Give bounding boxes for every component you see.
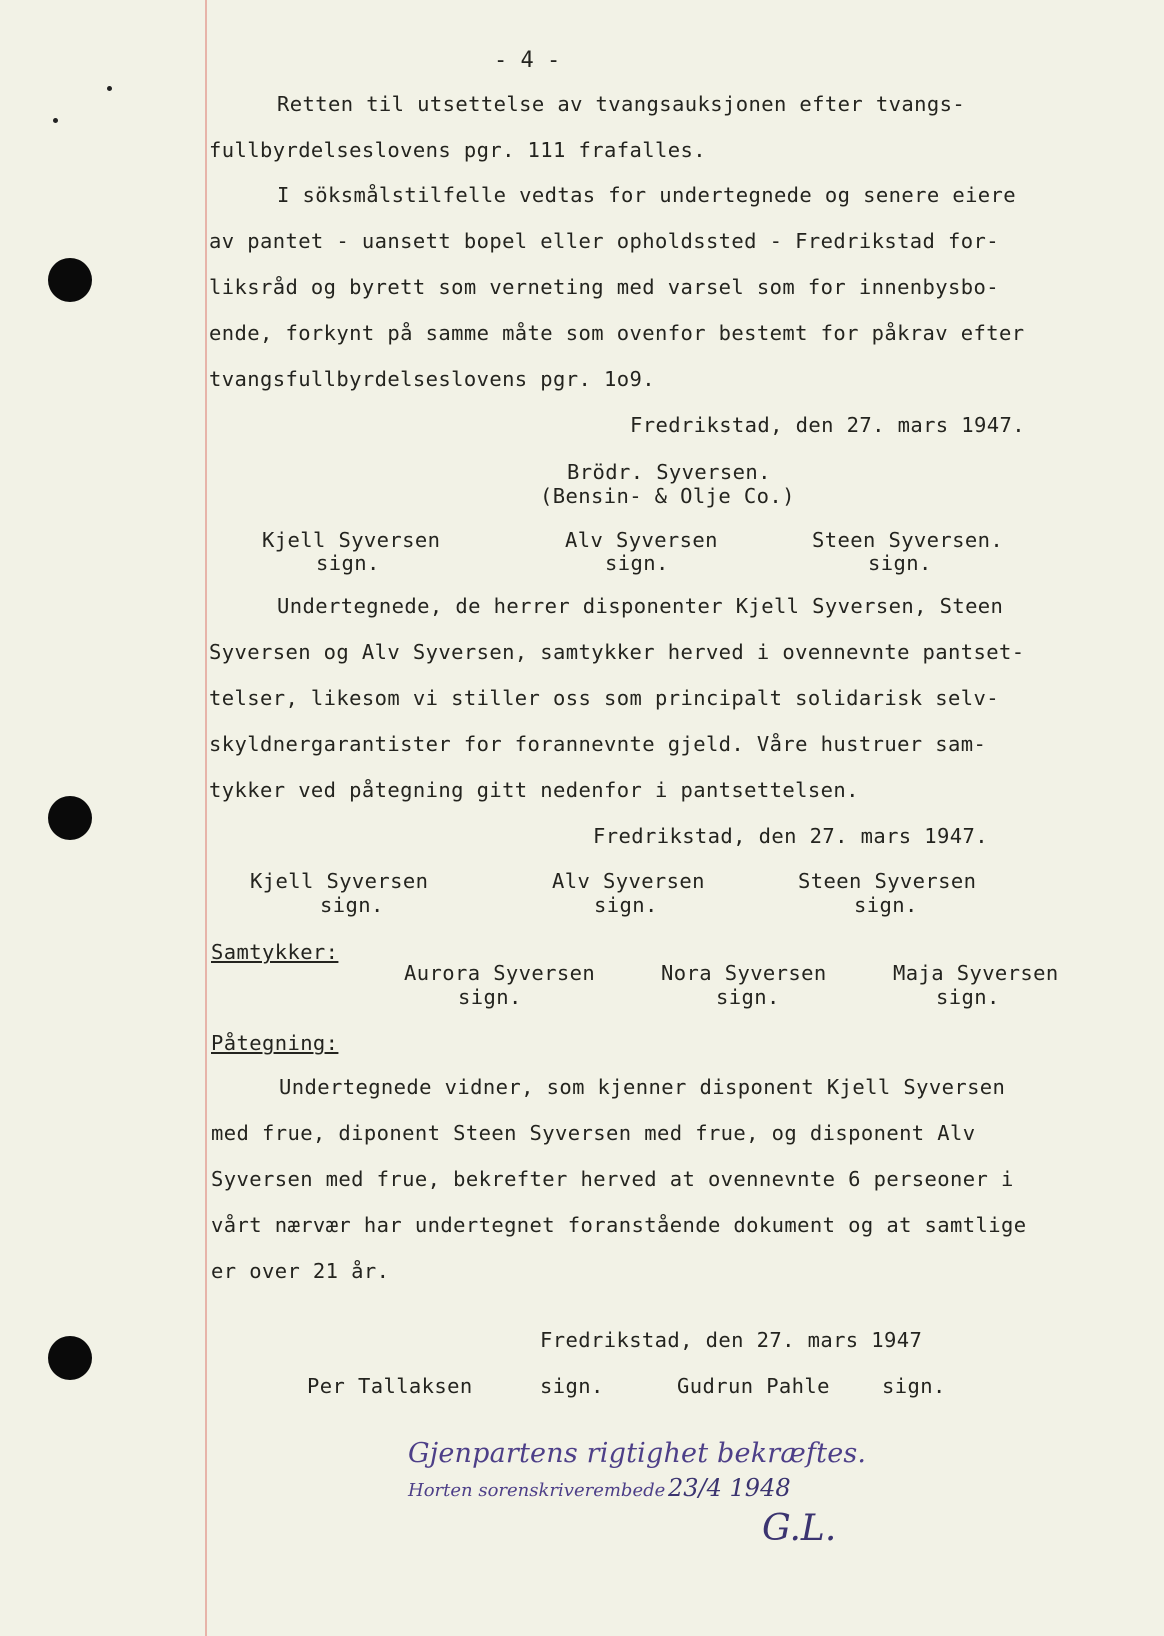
witness-mark: sign. bbox=[540, 1374, 604, 1398]
signature-mark: sign. bbox=[594, 893, 658, 917]
ink-dot bbox=[107, 86, 112, 91]
paragraph-4-line: Undertegnede vidner, som kjenner disponent Kjell Syversen bbox=[279, 1075, 1006, 1099]
signature-name: Kjell Syversen bbox=[250, 869, 429, 893]
signature-name: Alv Syversen bbox=[552, 869, 705, 893]
paragraph-2-line: I söksmålstilfelle vedtas for undertegnede og senere eiere bbox=[277, 183, 1017, 207]
company-subtitle: (Bensin- & Olje Co.) bbox=[540, 484, 795, 508]
signature-mark: sign. bbox=[320, 893, 384, 917]
punch-hole bbox=[48, 1336, 92, 1380]
company-name: Brödr. Syversen. bbox=[567, 460, 771, 484]
certification-stamp-office: Horten sorenskriverembede bbox=[408, 1480, 666, 1501]
paragraph-2-line: tvangsfullbyrdelseslovens pgr. 1o9. bbox=[209, 367, 655, 391]
signature-mark: sign. bbox=[458, 985, 522, 1009]
paragraph-2-line: ende, forkynt på samme måte som ovenfor bestemt for påkrav efter bbox=[209, 321, 1025, 345]
paragraph-3-line: skyldnergarantister for forannevnte gjeld. Våre hustruer sam- bbox=[209, 732, 987, 756]
endorsement-heading: Påtegning: bbox=[211, 1031, 339, 1055]
date-line: Fredrikstad, den 27. mars 1947. bbox=[630, 413, 1026, 437]
witness-name: Per Tallaksen bbox=[307, 1374, 473, 1398]
certification-stamp-line: Gjenpartens rigtighet bekræftes. bbox=[408, 1438, 867, 1469]
paragraph-3-line: tykker ved påtegning gitt nedenfor i pantsettelsen. bbox=[209, 778, 859, 802]
margin-line bbox=[205, 0, 207, 1636]
punch-hole bbox=[48, 796, 92, 840]
signature-mark: sign. bbox=[854, 893, 918, 917]
signature-name: Aurora Syversen bbox=[404, 961, 596, 985]
signature-name: Steen Syversen bbox=[798, 869, 977, 893]
paragraph-4-line: vårt nærvær har undertegnet foranstående dokument og at samtlige bbox=[211, 1213, 1027, 1237]
handwritten-date: 23/4 1948 bbox=[668, 1474, 791, 1502]
paragraph-4-line: Syversen med frue, bekrefter herved at ovennevnte 6 perseoner i bbox=[211, 1167, 1014, 1191]
witness-name: Gudrun Pahle bbox=[677, 1374, 830, 1398]
signature-mark: sign. bbox=[316, 551, 380, 575]
signature-mark: sign. bbox=[936, 985, 1000, 1009]
signature-mark: sign. bbox=[605, 551, 669, 575]
signature-name: Kjell Syversen bbox=[262, 528, 441, 552]
consent-heading: Samtykker: bbox=[211, 940, 339, 964]
paragraph-3-line: Syversen og Alv Syversen, samtykker herved i ovennevnte pantset- bbox=[209, 640, 1025, 664]
ink-dot bbox=[53, 118, 58, 123]
page-number: - 4 - bbox=[494, 48, 561, 73]
paragraph-2-line: liksråd og byrett som verneting med varsel som for innenbysbo- bbox=[209, 275, 1000, 299]
punch-hole bbox=[48, 258, 92, 302]
signature-name: Nora Syversen bbox=[661, 961, 827, 985]
paragraph-4-line: er over 21 år. bbox=[211, 1259, 390, 1283]
signature-mark: sign. bbox=[868, 551, 932, 575]
handwritten-initials: G.L. bbox=[762, 1508, 837, 1549]
signature-name: Maja Syversen bbox=[893, 961, 1059, 985]
signature-mark: sign. bbox=[716, 985, 780, 1009]
paragraph-3-line: telser, likesom vi stiller oss som principalt solidarisk selv- bbox=[209, 686, 1000, 710]
date-line: Fredrikstad, den 27. mars 1947 bbox=[540, 1328, 923, 1352]
paragraph-2-line: av pantet - uansett bopel eller opholdssted - Fredrikstad for- bbox=[209, 229, 1000, 253]
paragraph-1-line: fullbyrdelseslovens pgr. 111 frafalles. bbox=[209, 138, 706, 162]
signature-name: Alv Syversen bbox=[565, 528, 718, 552]
date-line: Fredrikstad, den 27. mars 1947. bbox=[593, 824, 989, 848]
paragraph-4-line: med frue, diponent Steen Syversen med frue, og disponent Alv bbox=[211, 1121, 976, 1145]
paragraph-1-line: Retten til utsettelse av tvangsauksjonen efter tvangs- bbox=[277, 92, 966, 116]
paragraph-3-line: Undertegnede, de herrer disponenter Kjell Syversen, Steen bbox=[277, 594, 1004, 618]
witness-mark: sign. bbox=[882, 1374, 946, 1398]
signature-name: Steen Syversen. bbox=[812, 528, 1004, 552]
